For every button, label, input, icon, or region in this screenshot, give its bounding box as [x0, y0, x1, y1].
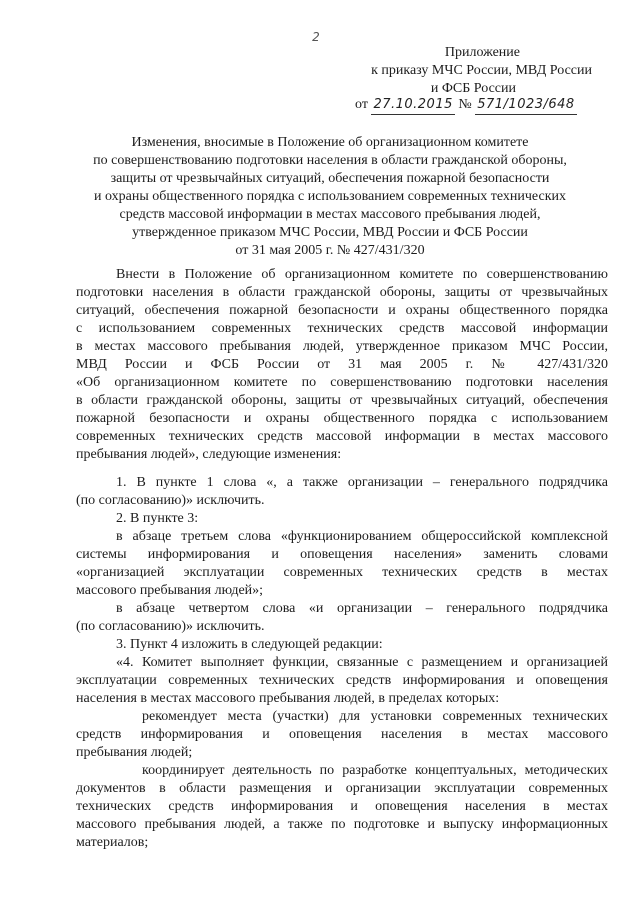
text-line: 1. В пункте 1 слова «, а также организации – генерального подрядчика	[116, 475, 608, 490]
title-line: по совершенствованию подготовки населения в области гражданской обороны,	[93, 153, 567, 168]
title-line: защиты от чрезвычайных ситуаций, обеспечения пожарной безопасности	[110, 171, 550, 186]
appendix-title: Приложение	[444, 45, 520, 60]
intro-paragraph	[76, 266, 608, 464]
text-line: Внести в Положение об организационном комитете по совершенствованию	[116, 267, 608, 282]
document-title	[60, 134, 600, 260]
text-line: ситуаций, обеспечения пожарной безопасности и охраны общественного порядка	[76, 303, 608, 318]
appendix-header	[330, 44, 592, 98]
text-line: пребывания людей;	[76, 745, 193, 760]
text-line: пожарной безопасности и охраны общественного порядка с использованием	[76, 411, 608, 426]
title-line: утвержденное приказом МЧС России, МВД России и ФСБ России	[132, 225, 528, 240]
text-line: с использованием современных технических средств массовой информации	[76, 321, 608, 336]
order-date-handwritten: 27.10.2015	[371, 96, 454, 115]
text-line: «4. Комитет выполняет функции, связанные с размещением и организацией	[116, 655, 608, 670]
appendix-order-line: к приказу МЧС России, МВД России	[371, 63, 592, 78]
title-line: Изменения, вносимые в Положение об организационном комитете	[131, 135, 529, 150]
text-line: материалов;	[76, 835, 149, 850]
number-sign: №	[458, 97, 472, 112]
text-line: рекомендует места (участки) для установки современных технических	[142, 709, 608, 724]
item-2	[76, 510, 608, 636]
order-date-number	[355, 96, 615, 115]
text-line: в местах массового пребывания людей, утвержденное приказом МЧС России,	[76, 339, 608, 354]
text-line: документов в области размещения и организации эксплуатации современных	[76, 781, 608, 796]
order-prefix: от	[355, 97, 368, 112]
text-line: эксплуатации современных технических средств информирования и оповещения	[76, 673, 608, 688]
text-line: (по согласованию)» исключить.	[76, 493, 265, 508]
text-line: в абзаце четвертом слова «и организации – генерального подрядчика	[116, 601, 608, 616]
item-1	[76, 474, 608, 510]
text-line: «Об организационном комитете по совершенствованию подготовки населения	[76, 375, 608, 390]
item-3-heading: 3. Пункт 4 изложить в следующей редакции:	[116, 637, 383, 652]
text-line: «организацией эксплуатации современных технических средств в местах	[76, 565, 608, 580]
text-line: МВД России и ФСБ России от 31 мая 2005 г. № 427/431/320	[76, 357, 608, 372]
text-line: современных технических средств массовой информации в местах массового	[76, 429, 608, 444]
title-line: от 31 мая 2005 г. № 427/431/320	[235, 243, 425, 258]
text-line: системы информирования и оповещения населения» заменить словами	[76, 547, 608, 562]
text-line: (по согласованию)» исключить.	[76, 619, 265, 634]
item-2-heading: 2. В пункте 3:	[116, 511, 199, 526]
text-line: пребывания людей», следующие изменения:	[76, 447, 342, 462]
title-line: и охраны общественного порядка с использованием современных технических	[93, 189, 567, 204]
text-line: в абзаце третьем слова «функционированием общероссийской комплексной	[116, 529, 608, 544]
page-number: 2	[312, 30, 320, 44]
order-number-handwritten: 571/1023/648	[475, 96, 576, 115]
item-3	[76, 636, 608, 852]
text-line: населения в местах массового пребывания людей, в пределах которых:	[76, 691, 500, 706]
title-line: средств массовой информации в местах массового пребывания людей,	[119, 207, 541, 222]
text-line: подготовки населения в области гражданской обороны, защиты от чрезвычайных	[76, 285, 608, 300]
text-line: технических средств информирования и оповещения населения в местах	[76, 799, 608, 814]
text-line: массового пребывания людей»;	[76, 583, 264, 598]
text-line: координирует деятельность по разработке концептуальных, методических	[142, 763, 608, 778]
text-line: средств информирования и оповещения населения в местах массового	[76, 727, 608, 742]
text-line: массового пребывания людей, а также по подготовке и выпуску информационных	[76, 817, 608, 832]
text-line: в области гражданской обороны, защиты от чрезвычайных ситуаций, обеспечения	[76, 393, 608, 408]
appendix-agency-line: и ФСБ России	[430, 81, 516, 96]
